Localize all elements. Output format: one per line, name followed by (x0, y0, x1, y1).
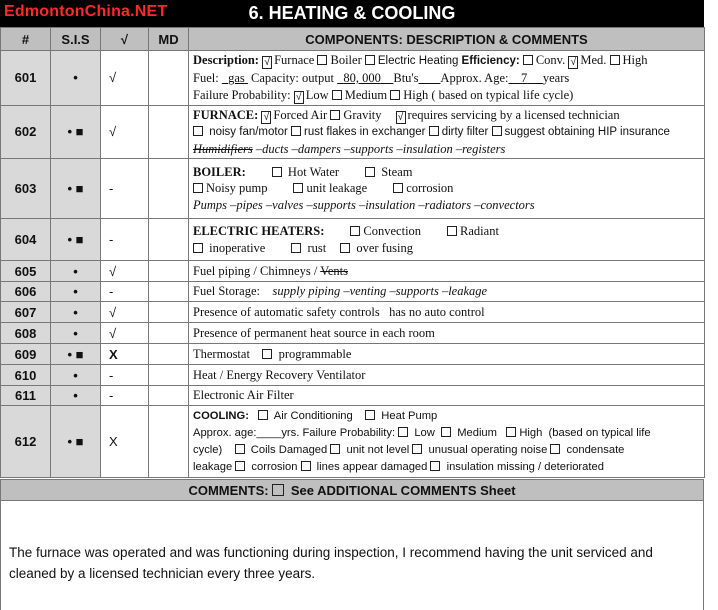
steam-checkbox[interactable] (365, 167, 375, 177)
row-check[interactable]: - (101, 159, 149, 219)
coils-label: Coils Damaged (250, 443, 328, 456)
high-label: High (622, 53, 648, 67)
cool-corrosion-label: corrosion (251, 460, 298, 473)
rust-flakes-checkbox[interactable] (291, 126, 301, 136)
row-sis: • ■ (51, 406, 101, 478)
hot-water-checkbox[interactable] (272, 167, 282, 177)
servicing-checkbox[interactable]: √ (396, 111, 406, 124)
fuel-storage-label: Fuel Storage: (193, 284, 261, 299)
row-sis: • ■ (51, 105, 101, 159)
cool-corrosion-checkbox[interactable] (235, 461, 245, 471)
row-sis: • (51, 365, 101, 386)
desc-label: Description: (193, 53, 259, 67)
table-row-611 (1, 386, 705, 406)
capacity-label: Capacity: output (251, 71, 334, 85)
hip-insurance-checkbox[interactable] (492, 126, 502, 136)
high-checkbox[interactable] (610, 55, 620, 65)
med-label: Med. (580, 53, 607, 67)
cool-basis-label: (based on typical life (548, 426, 651, 439)
air-filter-label: Electronic Air Filter (193, 388, 294, 403)
furnace-checkbox[interactable]: √ (262, 56, 272, 69)
table-row-603 (1, 159, 705, 219)
table-row-609 (1, 344, 705, 365)
heat-pump-label: Heat Pump (381, 409, 438, 422)
radiant-checkbox[interactable] (447, 226, 457, 236)
efficiency-label: Efficiency: (461, 55, 520, 67)
row-md[interactable] (149, 282, 189, 302)
row-number: 606 (1, 282, 51, 302)
age-value[interactable] (508, 71, 542, 85)
row-md[interactable] (149, 406, 189, 478)
row-check[interactable]: √ (101, 261, 149, 282)
row-description (189, 344, 705, 365)
row-md[interactable] (149, 365, 189, 386)
capacity-value-text: 80, 000 (343, 71, 381, 85)
section-title-bar (0, 0, 704, 27)
hip-insurance-label: suggest obtaining HIP insurance (504, 125, 670, 138)
capacity-value[interactable] (337, 71, 393, 85)
header-sis: S.I.S (51, 28, 101, 51)
gravity-checkbox[interactable] (330, 110, 340, 120)
safety-controls-note: has no auto control (389, 304, 485, 319)
table-row-610 (1, 365, 705, 386)
cooling-age-label: Approx. age:____yrs. Failure Probability: (193, 426, 396, 439)
comments-header (0, 479, 704, 501)
lines-label: lines appear damaged (316, 460, 428, 473)
row-description (189, 105, 705, 159)
table-row-612 (1, 406, 705, 478)
safety-controls-label: Presence of automatic safety controls (193, 304, 380, 319)
row-sis: • (51, 386, 101, 406)
high2-label: High (403, 87, 429, 102)
cool-medium-label: Medium (457, 426, 497, 439)
row-check[interactable]: - (101, 282, 149, 302)
furnace-section-label: FURNACE: (193, 107, 259, 122)
row-description (189, 282, 705, 302)
over-fusing-label: over fusing (356, 240, 413, 255)
row-description (189, 159, 705, 219)
row-number: 604 (1, 219, 51, 261)
table-header-row (1, 28, 705, 51)
header-check: √ (101, 28, 149, 51)
boiler-parts-label: Pumps –pipes –valves –supports –insulation –radiators –convectors (193, 197, 535, 212)
row-sis: • (51, 51, 101, 106)
cool-high-checkbox[interactable] (506, 427, 516, 437)
convection-checkbox[interactable] (350, 226, 360, 236)
thermostat-label: Thermostat (193, 346, 250, 361)
header-components: COMPONENTS: DESCRIPTION & COMMENTS (189, 28, 705, 51)
programmable-label: programmable (278, 346, 352, 361)
vents-label: Vents (320, 263, 348, 278)
noisy-pump-checkbox[interactable] (193, 183, 203, 193)
row-description (189, 302, 705, 323)
cool-leakage-label: leakage (193, 460, 233, 473)
inspection-table (0, 27, 705, 478)
convection-label: Convection (363, 224, 422, 238)
high2-checkbox[interactable] (390, 90, 400, 100)
programmable-checkbox[interactable] (262, 349, 272, 359)
comments-label: COMMENTS: (188, 483, 269, 498)
row-description (189, 51, 705, 106)
servicing-label: requires servicing by a licensed technician (407, 107, 620, 122)
row-number: 601 (1, 51, 51, 106)
unit-leakage-label: unit leakage (306, 181, 368, 196)
row-sis: • ■ (51, 159, 101, 219)
years-label: years (542, 71, 570, 85)
row-description (189, 386, 705, 406)
row-md[interactable] (149, 386, 189, 406)
insulation-checkbox[interactable] (430, 461, 440, 471)
cool-basis2-label: cycle) (193, 443, 223, 456)
condensate-checkbox[interactable] (550, 444, 560, 454)
row-number: 608 (1, 323, 51, 344)
header-num: # (1, 28, 51, 51)
row-md[interactable] (149, 105, 189, 159)
fuel-value[interactable] (222, 71, 248, 85)
furnace-parts-label: –ducts –dampers –supports –insulation –registers (255, 141, 506, 156)
row-check[interactable]: √ (101, 105, 149, 159)
table-row-602 (1, 105, 705, 159)
row-number: 602 (1, 105, 51, 159)
row-sis: • (51, 323, 101, 344)
humidifiers-label: Humidifiers (193, 141, 253, 156)
row-md[interactable] (149, 219, 189, 261)
condensate-label: condensate (566, 443, 625, 456)
unit-level-label: unit not level (346, 443, 410, 456)
failure-label: Failure Probability: (193, 87, 291, 102)
ac-label: Air Conditioning (273, 409, 353, 422)
boiler-checkbox[interactable] (317, 55, 327, 65)
inoperative-checkbox[interactable] (193, 243, 203, 253)
noise-checkbox[interactable] (412, 444, 422, 454)
row-sis: • (51, 302, 101, 323)
row-check[interactable]: √ (101, 302, 149, 323)
dirty-filter-label: dirty filter (441, 125, 489, 138)
ac-checkbox[interactable] (258, 410, 268, 420)
boiler-section-label: BOILER: (193, 164, 246, 179)
coils-checkbox[interactable] (235, 444, 245, 454)
row-check[interactable]: X (101, 406, 149, 478)
row-description (189, 219, 705, 261)
radiant-label: Radiant (460, 224, 499, 238)
row-description (189, 261, 705, 282)
row-md[interactable] (149, 51, 189, 106)
inoperative-label: inoperative (209, 240, 266, 255)
hot-water-label: Hot Water (287, 164, 340, 179)
row-sis: • ■ (51, 344, 101, 365)
row-md[interactable] (149, 159, 189, 219)
electric-label: Electric Heating (377, 55, 459, 67)
furnace-label: Furnace (274, 53, 315, 67)
table-row-607 (1, 302, 705, 323)
insulation-label: insulation missing / deteriorated (446, 460, 604, 473)
row-number: 611 (1, 386, 51, 406)
comments-box[interactable] (0, 501, 704, 610)
unit-leakage-checkbox[interactable] (293, 183, 303, 193)
row-check[interactable]: √ (101, 323, 149, 344)
basis-label: ( based on typical life cycle) (431, 87, 574, 102)
table-row-606 (1, 282, 705, 302)
conv-checkbox[interactable] (523, 55, 533, 65)
row-number: 603 (1, 159, 51, 219)
noisy-fan-label: noisy fan/motor (209, 125, 288, 138)
heat-source-label: Presence of permanent heat source in each room (193, 325, 435, 340)
row-sis: • ■ (51, 219, 101, 261)
row-check[interactable]: √ (101, 51, 149, 106)
low-checkbox[interactable]: √ (294, 91, 304, 104)
rust-checkbox[interactable] (291, 243, 301, 253)
gravity-label: Gravity (343, 107, 382, 122)
noisy-pump-label: Noisy pump (206, 181, 268, 196)
table-row-608 (1, 323, 705, 344)
row-check[interactable]: - (101, 365, 149, 386)
fuel-label: Fuel: (193, 71, 219, 85)
row-number: 605 (1, 261, 51, 282)
additional-comments-checkbox[interactable] (272, 484, 284, 496)
lines-checkbox[interactable] (301, 461, 311, 471)
row-md[interactable] (149, 261, 189, 282)
fuel-piping-label: Fuel piping / Chimneys / (193, 263, 318, 278)
row-md[interactable] (149, 302, 189, 323)
fuel-value-text: gas (228, 71, 245, 85)
noise-label: unusual operating noise (428, 443, 548, 456)
table-row-604 (1, 219, 705, 261)
corrosion-label: corrosion (406, 181, 454, 196)
unit-level-checkbox[interactable] (330, 444, 340, 454)
conv-label: Conv. (535, 53, 566, 67)
cool-high-label: High (519, 426, 543, 439)
row-check[interactable]: - (101, 386, 149, 406)
corrosion-checkbox[interactable] (393, 183, 403, 193)
row-sis: • (51, 261, 101, 282)
forced-air-checkbox[interactable]: √ (261, 111, 271, 124)
rust-flakes-label: rust flakes in exchanger (304, 125, 426, 138)
heat-pump-checkbox[interactable] (365, 410, 375, 420)
noisy-fan-checkbox[interactable] (193, 126, 203, 136)
medium-checkbox[interactable] (332, 90, 342, 100)
rust-label: rust (307, 240, 327, 255)
row-description (189, 406, 705, 478)
cool-low-checkbox[interactable] (398, 427, 408, 437)
med-checkbox[interactable]: √ (568, 56, 578, 69)
row-description (189, 365, 705, 386)
row-number: 610 (1, 365, 51, 386)
low-label: Low (305, 87, 329, 102)
fuel-storage-parts: supply piping –venting –supports –leakage (272, 284, 488, 299)
age-value-text: 7 (520, 71, 528, 85)
dirty-filter-checkbox[interactable] (429, 126, 439, 136)
electric-heaters-label: ELECTRIC HEATERS: (193, 224, 325, 238)
row-number: 612 (1, 406, 51, 478)
section-title: 6. HEATING & COOLING (248, 3, 456, 23)
header-md: MD (149, 28, 189, 51)
additional-comments-label: See ADDITIONAL COMMENTS Sheet (290, 483, 516, 498)
row-md[interactable] (149, 344, 189, 365)
boiler-label: Boiler (330, 53, 362, 67)
medium-label: Medium (344, 87, 388, 102)
row-check[interactable]: X (101, 344, 149, 365)
cool-medium-checkbox[interactable] (441, 427, 451, 437)
table-row-601 (1, 51, 705, 106)
electric-checkbox[interactable] (365, 55, 375, 65)
hrv-label: Heat / Energy Recovery Ventilator (193, 367, 366, 382)
btu-label: Btu's (393, 71, 419, 85)
row-sis: • (51, 282, 101, 302)
age-label: Approx. Age: (440, 71, 509, 85)
cool-low-label: Low (414, 426, 435, 439)
table-row-605 (1, 261, 705, 282)
over-fusing-checkbox[interactable] (340, 243, 350, 253)
row-number: 609 (1, 344, 51, 365)
row-check[interactable]: - (101, 219, 149, 261)
steam-label: Steam (381, 164, 413, 179)
row-md[interactable] (149, 323, 189, 344)
forced-air-label: Forced Air (273, 107, 328, 122)
row-description (189, 323, 705, 344)
watermark-brand: EdmontonChina.NET (4, 3, 168, 20)
cooling-label: COOLING: (193, 409, 249, 422)
comments-text: The furnace was operated and was functioning during inspection, I recommend having the unit serviced and cleaned by a licensed technician every three years. (9, 545, 653, 581)
row-number: 607 (1, 302, 51, 323)
